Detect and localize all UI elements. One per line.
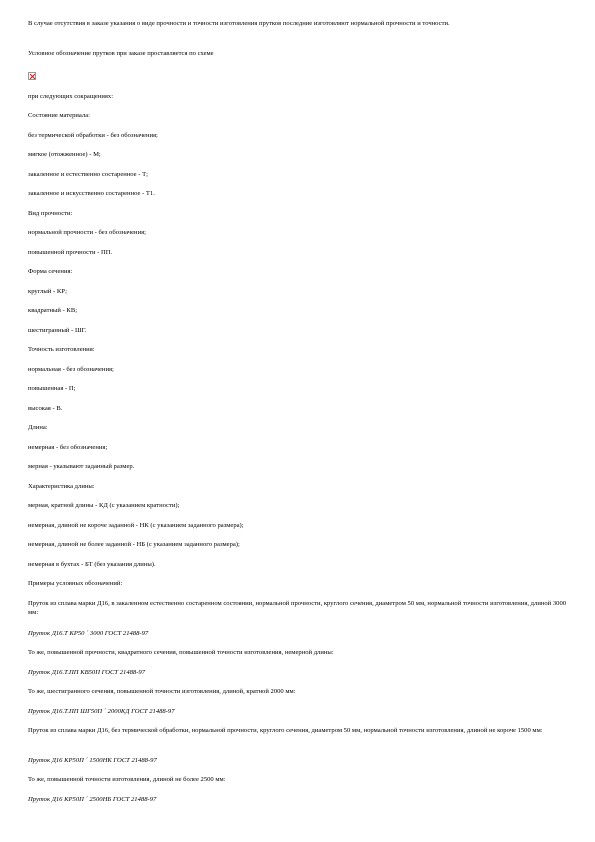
example-description: То же, повышенной точности изготовления, длиной не более 2500 мм:	[28, 776, 226, 783]
example-designation: Пруток Д16.Т.ПП КВ50П ГОСТ 21488-97	[28, 669, 146, 676]
list-item: мерная - указывают заданный размер.	[28, 463, 135, 470]
list-item: повышенной прочности - ПП.	[28, 249, 113, 256]
paragraph-intro: В случае отсутствия в заказе указания о виде прочности и точности изготовления прутков последние изготовляют нормальной прочности и точности.	[28, 20, 450, 27]
list-item: повышенная - П;	[28, 385, 76, 392]
example-designation: Пруток Д16 КР50П ´ 1500НК ГОСТ 21488-97	[28, 757, 157, 764]
heading-material-state: Состояние материала:	[28, 112, 90, 119]
list-item: закаленное и естественно состаренное - Т;	[28, 171, 148, 178]
example-description: То же, повышенной прочности, квадратного сечения, повышенной точности изготовления, немерной длины:	[28, 649, 334, 656]
list-item: немерная - без обозначения;	[28, 444, 108, 451]
list-item: мерная, кратной длины - КД (с указанием кратности);	[28, 502, 180, 509]
list-item: шестигранный - ШГ.	[28, 327, 87, 334]
example-designation: Пруток Д16.Т КР50 ´ 3000 ГОСТ 21488-97	[28, 630, 149, 637]
heading-examples: Примеры условных обозначений:	[28, 580, 123, 587]
example-description: Пруток из сплава марки Д16, без термической обработки, нормальной прочности, круглого сечения, диаметром 50 мм, нормальной точности изготовления, длиной не короче 1500 мм:	[28, 727, 543, 734]
list-item: высокая - В.	[28, 405, 63, 412]
list-item: нормальная - без обозначения;	[28, 366, 114, 373]
list-item: нормальной прочности - без обозначения;	[28, 229, 146, 236]
list-item: немерная в бухтах - БТ (без указания длины).	[28, 561, 156, 568]
paragraph-abbreviations: при следующих сокращениях:	[28, 93, 114, 100]
list-item: немерная, длиной не более заданной - НБ (с указанием заданного размера);	[28, 541, 240, 548]
example-designation: Пруток Д16 КР50П ´ 2500НБ ГОСТ 21488-97	[28, 796, 157, 803]
list-item: немерная, длиной не короче заданной - НК (с указанием заданного размера);	[28, 522, 244, 529]
list-item: мягкое (отожженное) - М;	[28, 151, 101, 158]
heading-accuracy: Точность изготовления:	[28, 346, 95, 353]
heading-strength: Вид прочности:	[28, 210, 73, 217]
broken-image-icon	[28, 72, 36, 80]
heading-length: Длина:	[28, 424, 48, 431]
list-item: квадратный - КВ;	[28, 307, 78, 314]
example-description: То же, шестигранного сечения, повышенной точности изготовления, длиной, кратной 2000 мм:	[28, 688, 296, 695]
paragraph-scheme: Условное обозначение прутков при заказе проставляется по схеме	[28, 50, 214, 57]
list-item: без термической обработки - без обозначения;	[28, 132, 158, 139]
list-item: круглый - КР;	[28, 288, 67, 295]
heading-section-shape: Форма сечения:	[28, 268, 73, 275]
example-designation: Пруток Д16.Т.ПП ШГ50П ´ 2000КД ГОСТ 21488-97	[28, 708, 175, 715]
example-description: Пруток из сплава марки Д16, в закаленном естественно состаренном состоянии, нормальной прочности, круглого сечения, диаметром 50 мм, нормальной точности изготовления, длиной 3000 мм:	[28, 600, 567, 616]
heading-length-characteristic: Характеристика длины:	[28, 483, 95, 490]
list-item: закаленное и искусственно состаренное - Т1.	[28, 190, 155, 197]
